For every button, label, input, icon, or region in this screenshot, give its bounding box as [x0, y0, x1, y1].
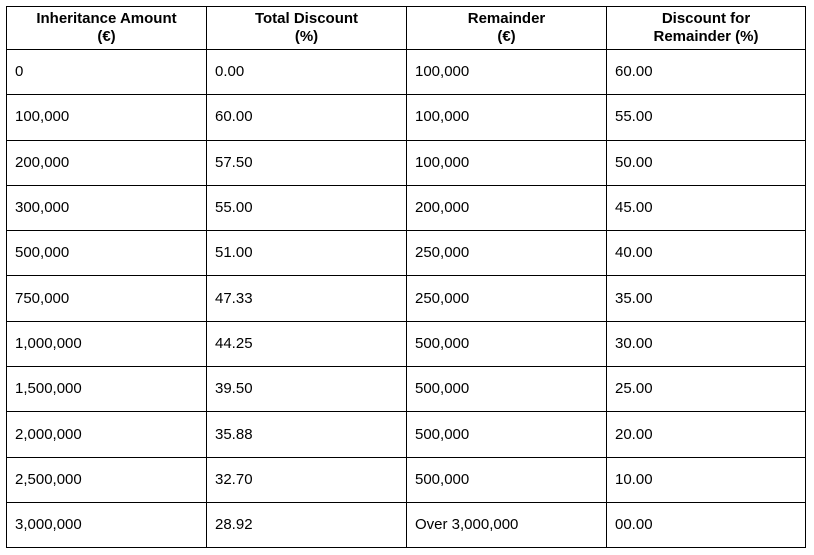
header-line: (%): [294, 28, 319, 45]
cell-discount-for-remainder: 20.00: [607, 412, 806, 457]
cell-inheritance-amount: 1,500,000: [7, 367, 207, 412]
cell-remainder: Over 3,000,000: [407, 502, 607, 547]
table-row: [7, 185, 806, 230]
header-remainder: [407, 7, 607, 50]
cell-discount-for-remainder: 50.00: [607, 140, 806, 185]
table-row: [7, 276, 806, 321]
cell-total-discount: 55.00: [207, 185, 407, 230]
cell-inheritance-amount: 300,000: [7, 185, 207, 230]
inheritance-discount-table-container: [6, 6, 805, 548]
cell-discount-for-remainder: 45.00: [607, 185, 806, 230]
cell-inheritance-amount: 100,000: [7, 95, 207, 140]
cell-remainder: 500,000: [407, 457, 607, 502]
table-row: [7, 321, 806, 366]
inheritance-discount-table: [6, 6, 806, 548]
cell-remainder: 500,000: [407, 412, 607, 457]
header-line: Inheritance Amount: [36, 10, 177, 27]
header-line: (€): [97, 28, 116, 45]
header-total-discount: [207, 7, 407, 50]
cell-discount-for-remainder: 25.00: [607, 367, 806, 412]
cell-total-discount: 0.00: [207, 50, 407, 95]
cell-inheritance-amount: 1,000,000: [7, 321, 207, 366]
table-row: [7, 457, 806, 502]
table-row: [7, 367, 806, 412]
table-row: [7, 95, 806, 140]
header-line: Discount for: [661, 10, 751, 27]
table-row: [7, 502, 806, 547]
cell-total-discount: 32.70: [207, 457, 407, 502]
cell-remainder: 250,000: [407, 276, 607, 321]
header-line: Remainder (%): [653, 28, 759, 45]
cell-discount-for-remainder: 55.00: [607, 95, 806, 140]
cell-total-discount: 28.92: [207, 502, 407, 547]
header-discount-for-remainder: [607, 7, 806, 50]
header-line: Remainder: [467, 10, 546, 27]
cell-total-discount: 51.00: [207, 231, 407, 276]
cell-total-discount: 44.25: [207, 321, 407, 366]
cell-inheritance-amount: 500,000: [7, 231, 207, 276]
cell-inheritance-amount: 0: [7, 50, 207, 95]
table-row: [7, 50, 806, 95]
cell-discount-for-remainder: 00.00: [607, 502, 806, 547]
table-body: [7, 50, 806, 548]
cell-total-discount: 35.88: [207, 412, 407, 457]
cell-inheritance-amount: 750,000: [7, 276, 207, 321]
cell-total-discount: 60.00: [207, 95, 407, 140]
header-line: Total Discount: [254, 10, 359, 27]
cell-remainder: 200,000: [407, 185, 607, 230]
cell-total-discount: 57.50: [207, 140, 407, 185]
cell-discount-for-remainder: 60.00: [607, 50, 806, 95]
cell-discount-for-remainder: 10.00: [607, 457, 806, 502]
table-row: [7, 140, 806, 185]
cell-discount-for-remainder: 40.00: [607, 231, 806, 276]
cell-total-discount: 39.50: [207, 367, 407, 412]
header-inheritance-amount: [7, 7, 207, 50]
header-line: (€): [497, 28, 516, 45]
cell-inheritance-amount: 200,000: [7, 140, 207, 185]
cell-remainder: 500,000: [407, 367, 607, 412]
table-row: [7, 412, 806, 457]
table-row: [7, 231, 806, 276]
cell-discount-for-remainder: 30.00: [607, 321, 806, 366]
cell-total-discount: 47.33: [207, 276, 407, 321]
cell-remainder: 500,000: [407, 321, 607, 366]
cell-remainder: 250,000: [407, 231, 607, 276]
header-row: [7, 7, 806, 50]
cell-remainder: 100,000: [407, 140, 607, 185]
cell-inheritance-amount: 3,000,000: [7, 502, 207, 547]
cell-remainder: 100,000: [407, 95, 607, 140]
cell-remainder: 100,000: [407, 50, 607, 95]
cell-inheritance-amount: 2,500,000: [7, 457, 207, 502]
cell-inheritance-amount: 2,000,000: [7, 412, 207, 457]
cell-discount-for-remainder: 35.00: [607, 276, 806, 321]
table-header: [7, 7, 806, 50]
